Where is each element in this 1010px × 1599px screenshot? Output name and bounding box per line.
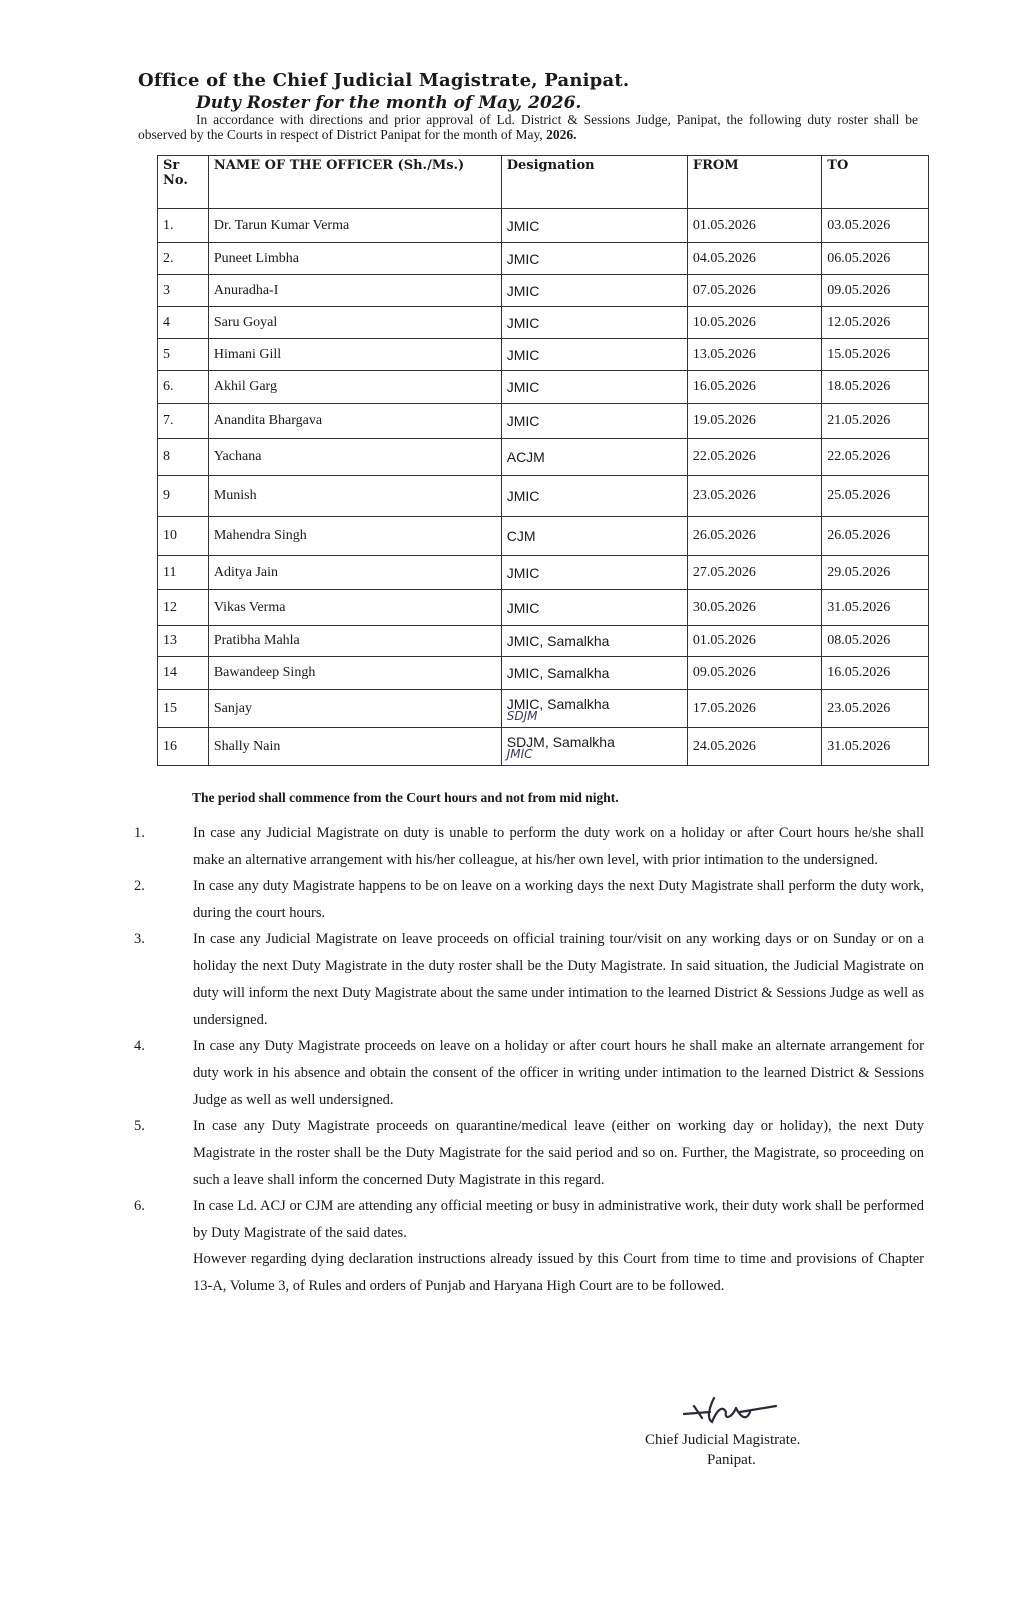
cell-designation [501,371,687,404]
cell-from-date: 16.05.2026 [687,371,821,404]
designation-text: JMIC [506,379,540,395]
cell-from-date: 09.05.2026 [687,657,821,690]
cell-sr-no: 8 [158,439,209,476]
designation-text: JMIC [506,314,540,331]
cell-officer-name: Yachana [208,439,501,476]
cell-sr-no: 6. [158,371,209,404]
cell-sr-no: 2. [158,243,209,275]
cell-officer-name: Saru Goyal [208,307,501,339]
designation-text: JMIC, Samalkha [506,695,610,712]
signatory-title: Chief Judicial Magistrate. [645,1432,801,1448]
table-row [158,243,929,275]
cell-sr-no: 15 [158,690,209,728]
cell-to-date: 12.05.2026 [822,307,929,339]
cell-from-date: 07.05.2026 [687,275,821,307]
cell-sr-no: 3 [158,275,209,307]
instruction-number: 2. [134,878,145,894]
cell-to-date: 18.05.2026 [822,371,929,404]
table-row [158,439,929,476]
cell-sr-no: 10 [158,517,209,556]
cell-officer-name: Dr. Tarun Kumar Verma [208,209,501,243]
cell-designation [501,209,687,243]
cell-designation [501,556,687,590]
table-row [158,275,929,307]
instruction-item [134,1193,924,1247]
cell-officer-name: Mahendra Singh [208,517,501,556]
cell-to-date: 22.05.2026 [822,439,929,476]
cell-to-date: 21.05.2026 [822,404,929,439]
cell-sr-no: 14 [158,657,209,690]
cell-designation [501,404,687,439]
cell-from-date: 01.05.2026 [687,209,821,243]
header-officer-name: NAME OF THE OFFICER (Sh./Ms.) [208,156,501,209]
instruction-text: In case Ld. ACJ or CJM are attending any official meeting or busy in administrative work, their duty work shall be performed by Duty Magistrate of the said dates. [193,1198,924,1241]
cell-to-date: 29.05.2026 [822,556,929,590]
cell-designation [501,626,687,657]
instruction-number: 4. [134,1038,145,1054]
table-row [158,728,929,766]
cell-from-date: 30.05.2026 [687,590,821,626]
cell-from-date: 13.05.2026 [687,339,821,371]
cell-designation [501,476,687,517]
designation-text: JMIC, Samalkha [506,633,610,649]
cell-officer-name: Puneet Limbha [208,243,501,275]
handwritten-correction: SDJM [506,708,538,723]
instruction-number: 1. [134,825,145,841]
instructions-list [134,820,924,1299]
instruction-text: However regarding dying declaration instructions already issued by this Court from time to time and provisions of Chapter 13-A, Volume 3, of Rules and orders of Punjab and Haryana High Court are to be followed. [193,1251,924,1294]
instruction-text: In case any duty Magistrate happens to be on leave on a working days the next Duty Magistrate shall perform the duty work, during the court hours. [193,878,924,921]
header-to: TO [822,156,929,209]
designation-text: JMIC [506,346,540,363]
cell-designation [501,307,687,339]
cell-officer-name: Akhil Garg [208,371,501,404]
cell-officer-name: Vikas Verma [208,590,501,626]
intro-year: 2026. [546,127,577,142]
instruction-item [134,1246,924,1300]
table-row [158,590,929,626]
header-from: FROM [687,156,821,209]
cell-sr-no: 11 [158,556,209,590]
instruction-number: 6. [134,1198,145,1214]
instruction-item [134,1113,924,1194]
cell-to-date: 23.05.2026 [822,690,929,728]
cell-officer-name: Anandita Bhargava [208,404,501,439]
designation-text: JMIC [506,217,540,234]
cell-to-date: 25.05.2026 [822,476,929,517]
handwritten-correction: JMIC [506,746,533,761]
table-header-row [158,156,929,209]
table-row [158,517,929,556]
table-row [158,404,929,439]
designation-text: ACJM [506,449,545,465]
cell-sr-no: 16 [158,728,209,766]
cell-officer-name: Shally Nain [208,728,501,766]
designation-text: SDJM, Samalkha [506,733,615,750]
cell-designation [501,657,687,690]
cell-to-date: 06.05.2026 [822,243,929,275]
designation-text: JMIC, Samalkha [506,665,610,681]
cell-sr-no: 9 [158,476,209,517]
cell-officer-name: Bawandeep Singh [208,657,501,690]
designation-text: JMIC [506,488,540,504]
designation-text: JMIC [506,564,540,581]
cell-from-date: 23.05.2026 [687,476,821,517]
header-designation: Designation [501,156,687,209]
instruction-text: In case any Judicial Magistrate on leave proceeds on official training tour/visit on any working days or on Sunday or on a holiday the next Duty Magistrate in the duty roster shall be the Duty Magistrate. In said situation, the Judicial Magistrate on duty will inform the next Duty Magistrate about the same under intimation to the learned District & Sessions Judge as well as undersigned. [193,931,924,1028]
table-row [158,556,929,590]
designation-text: JMIC [506,282,540,299]
header-sr-no: Sr No. [158,156,209,209]
cell-designation [501,243,687,275]
table-row [158,209,929,243]
cell-officer-name: Pratibha Mahla [208,626,501,657]
cell-to-date: 31.05.2026 [822,590,929,626]
office-title: Office of the Chief Judicial Magistrate, Panipat. [138,70,630,91]
duty-roster-table [157,155,929,766]
cell-designation [501,517,687,556]
table-body [158,209,929,766]
cell-to-date: 09.05.2026 [822,275,929,307]
cell-designation [501,275,687,307]
cell-from-date: 26.05.2026 [687,517,821,556]
instruction-item [134,1033,924,1114]
roster-subtitle: Duty Roster for the month of May, 2026. [196,93,582,113]
cell-officer-name: Munish [208,476,501,517]
table-row [158,626,929,657]
instruction-text: In case any Duty Magistrate proceeds on leave on a holiday or after court hours he shall make an alternate arrangement for duty work in his absence and obtain the consent of the officer in writing under intimation to the learned District & Sessions Judge as well as well undersigned. [193,1038,924,1108]
signatory-place: Panipat. [707,1452,756,1468]
designation-text: CJM [506,528,536,544]
instruction-number: 3. [134,931,145,947]
cell-officer-name: Anuradha-I [208,275,501,307]
cell-from-date: 17.05.2026 [687,690,821,728]
table-row [158,657,929,690]
cell-designation [501,728,687,766]
instruction-item [134,926,924,1034]
signature-mark [680,1392,790,1432]
instruction-number: 5. [134,1118,145,1134]
cell-to-date: 16.05.2026 [822,657,929,690]
cell-sr-no: 7. [158,404,209,439]
cell-sr-no: 12 [158,590,209,626]
instruction-item [134,820,924,874]
cell-designation [501,339,687,371]
cell-sr-no: 5 [158,339,209,371]
cell-sr-no: 13 [158,626,209,657]
cell-designation [501,690,687,728]
cell-from-date: 27.05.2026 [687,556,821,590]
cell-sr-no: 4 [158,307,209,339]
table-row [158,307,929,339]
cell-designation [501,439,687,476]
instruction-item [134,873,924,927]
instruction-text: In case any Duty Magistrate proceeds on quarantine/medical leave (either on working day or holiday), the next Duty Magistrate in the roster shall be the Duty Magistrate for the said period and so on. Further, the Magistrate, so proceeding on such a leave shall inform the concerned Duty Magistrate in this regard. [193,1118,924,1188]
cell-sr-no: 1. [158,209,209,243]
designation-text: JMIC [506,413,540,429]
table-row [158,371,929,404]
cell-designation [501,590,687,626]
cell-from-date: 19.05.2026 [687,404,821,439]
cell-to-date: 31.05.2026 [822,728,929,766]
instruction-text: In case any Judicial Magistrate on duty is unable to perform the duty work on a holiday or after Court hours he/she shall make an alternative arrangement with his/her colleague, at his/her own level, with prior intimation to the undersigned. [193,825,924,868]
cell-to-date: 08.05.2026 [822,626,929,657]
period-note: The period shall commence from the Court hours and not from mid night. [192,790,619,805]
table-row [158,476,929,517]
cell-from-date: 10.05.2026 [687,307,821,339]
intro-text: In accordance with directions and prior approval of Ld. District & Sessions Judge, Panipat, the following duty roster shall be observed by the Courts in respect of District Panipat for the month of May, [138,112,918,142]
cell-to-date: 03.05.2026 [822,209,929,243]
cell-from-date: 04.05.2026 [687,243,821,275]
table-row [158,690,929,728]
cell-officer-name: Himani Gill [208,339,501,371]
cell-from-date: 24.05.2026 [687,728,821,766]
cell-from-date: 01.05.2026 [687,626,821,657]
cell-to-date: 26.05.2026 [822,517,929,556]
intro-paragraph [138,112,918,142]
designation-text: JMIC [506,599,540,616]
designation-text: JMIC [506,250,540,267]
cell-officer-name: Aditya Jain [208,556,501,590]
cell-officer-name: Sanjay [208,690,501,728]
cell-to-date: 15.05.2026 [822,339,929,371]
table-row [158,339,929,371]
cell-from-date: 22.05.2026 [687,439,821,476]
